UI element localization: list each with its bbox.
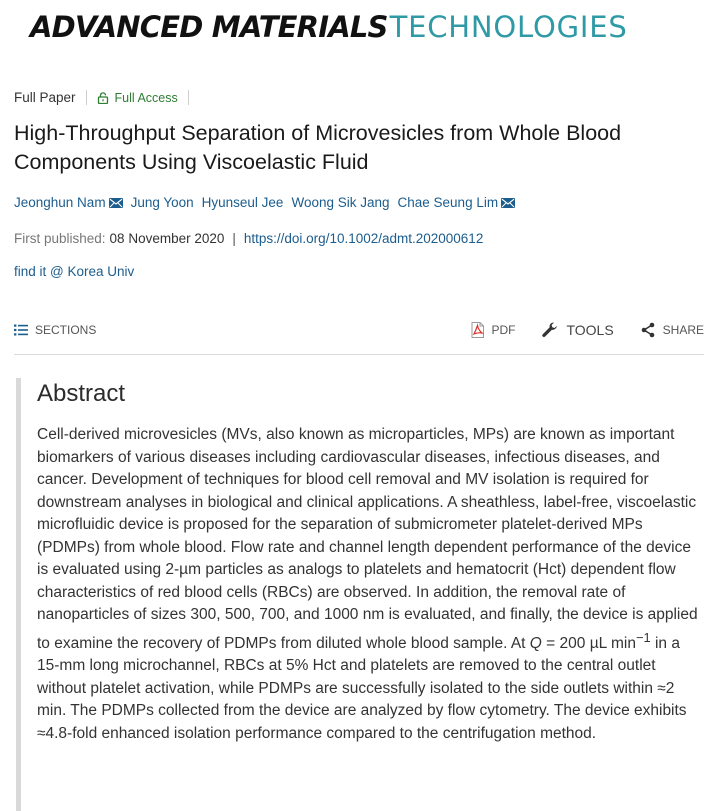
access-badge [97,91,178,105]
abstract-text [37,424,705,745]
published-date: 08 November 2020 [109,231,225,246]
author-name: Chae Seung Lim [397,195,499,210]
envelope-icon[interactable] [109,198,123,208]
journal-name-light: TECHNOLOGIES [389,10,628,44]
pdf-button[interactable] [471,322,515,338]
abstract-text-part: in a 15-mm long microchannel, RBCs at 5% Hct and platelets are removed to the central outlet without platelet activation, while PDMPs are successfully isolated to the side outlets within ≈2 min. The PDMPs collected from the device are analyzed by flow cytometry. The device exhibits ≈4.8-fold enhanced isolation performance compared to the centrifugation method. [37,634,687,742]
paper-type: Full Paper [14,90,76,105]
author-name: Jeonghun Nam [14,195,106,210]
author-link[interactable] [202,195,284,210]
sections-button[interactable] [14,323,96,337]
unlock-icon [97,92,109,104]
abstract-section [16,378,706,811]
author-name: Woong Sik Jang [291,195,390,210]
envelope-icon[interactable] [501,198,515,208]
sections-label: SECTIONS [35,323,97,337]
published-label: First published: [14,231,106,246]
author-link[interactable] [398,195,516,210]
author-list [14,195,523,210]
tools-label: TOOLS [566,322,614,338]
abstract-text-part: Cell-derived microvesicles (MVs, also known as microparticles, MPs) are known as important biomarkers of various diseases including cardiovascular diseases, infectious diseases, and cancer. Development of techniques for blood cell removal and MV isolation is required for downstream analyses in biological and clinical applications. A sheathless, label-free, viscoelastic microfluidic device is proposed for the separation of submicrometer platelet-derived MPs (PDMPs) from whole blood. Flow rate and channel length dependent performance of the device is evaluated using 2-µm particles as analogs to platelets and hematocrit (Hct) dependent flow characteristics of red blood cells (RBCs) are observed. In addition, the removal rate of nanoparticles of sizes 300, 500, 700, and 1000 nm is evaluated, and finally, the device is applied to examine the recovery of PDMPs from diluted whole blood sample. At [37,426,698,652]
toolbar-divider [14,354,704,355]
divider [86,90,87,105]
author-name: Jung Yoon [130,195,194,210]
toolbar-actions [445,321,704,339]
wrench-icon [541,321,559,339]
journal-logo[interactable] [30,10,628,46]
list-icon [14,324,28,336]
article-meta-row [14,90,199,105]
tools-button[interactable] [541,321,613,339]
find-it-link[interactable]: find it @ Korea Univ [14,264,135,279]
article-toolbar [14,318,704,342]
author-name: Hyunseul Jee [201,195,284,210]
article-title: High-Throughput Separation of Microvesicles from Whole Blood Components Using Viscoelastic Fluid [14,121,622,174]
doi-link[interactable]: https://doi.org/10.1002/admt.202000612 [243,231,484,246]
abstract-heading: Abstract [37,380,126,407]
share-icon [640,322,656,338]
access-label: Full Access [114,90,178,105]
pdf-icon [471,322,484,338]
journal-name-bold: ADVANCED MATERIALS [30,10,388,44]
author-link[interactable] [14,195,123,210]
publication-info [14,231,483,246]
share-button[interactable] [640,322,704,338]
flow-rate-symbol: Q [529,634,542,652]
flow-rate-exponent: −1 [635,629,651,645]
share-label: SHARE [662,323,704,337]
author-link[interactable] [131,195,194,210]
divider [188,90,189,105]
author-link[interactable] [291,195,389,210]
pdf-label: PDF [491,323,516,337]
pipe-separator: | [232,231,236,246]
flow-rate-value: = 200 µL min [541,634,636,652]
